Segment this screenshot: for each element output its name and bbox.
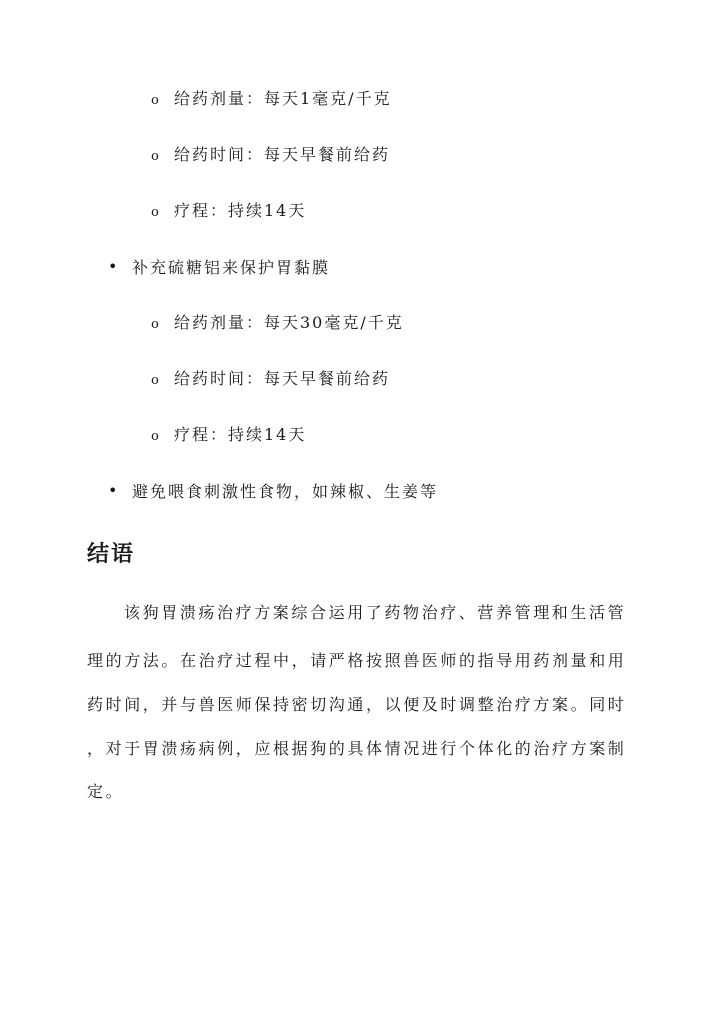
- section-heading: 结语: [87, 542, 136, 567]
- list-item-text: 疗程：持续14天: [174, 201, 307, 220]
- hollow-bullet-icon: o: [151, 205, 161, 220]
- list-item-text: 补充硫糖铝来保护胃黏膜: [132, 258, 331, 277]
- hollow-bullet-icon: o: [151, 429, 161, 444]
- hollow-bullet-icon: o: [151, 149, 161, 164]
- list-item-text: 避免喂食刺激性食物，如辣椒、生姜等: [132, 482, 439, 501]
- hollow-bullet-icon: o: [151, 373, 161, 388]
- list-item-text: 给药剂量：每天1毫克/千克: [174, 89, 392, 108]
- list-item-text: 给药时间：每天早餐前给药: [174, 145, 391, 164]
- paragraph-line: ，对于胃溃疡病例，应根据狗的具体情况进行个体化的治疗方案制: [87, 739, 627, 758]
- list-item-text: 疗程：持续14天: [174, 425, 307, 444]
- bullet-icon: •: [108, 257, 120, 276]
- bullet-icon: •: [108, 481, 120, 500]
- paragraph-line: 药时间，并与兽医师保持密切沟通，以便及时调整治疗方案。同时: [87, 695, 627, 714]
- hollow-bullet-icon: o: [151, 317, 161, 332]
- paragraph-line: 理的方法。在治疗过程中，请严格按照兽医师的指导用药剂量和用: [87, 651, 627, 670]
- list-item-text: 给药剂量：每天30毫克/千克: [174, 313, 404, 332]
- hollow-bullet-icon: o: [151, 93, 161, 108]
- paragraph-line: 该狗胃溃疡治疗方案综合运用了药物治疗、营养管理和生活管: [124, 603, 627, 622]
- list-item-text: 给药时间：每天早餐前给药: [174, 369, 391, 388]
- paragraph-line: 定。: [87, 782, 125, 801]
